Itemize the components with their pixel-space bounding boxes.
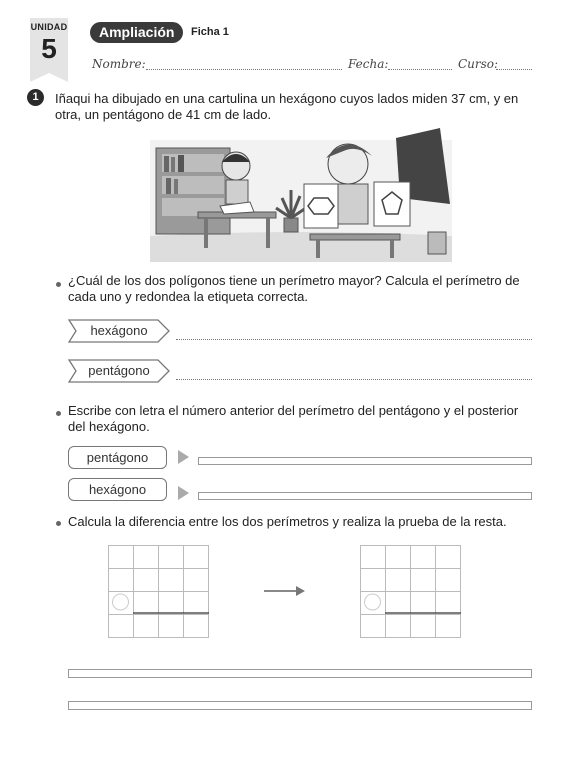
answer-bar[interactable] <box>198 457 532 465</box>
arrow-icon <box>178 450 189 464</box>
section-pill: Ampliación <box>90 22 183 43</box>
bullet <box>56 282 61 287</box>
tag-pentagon[interactable] <box>68 359 170 383</box>
answer-bar[interactable] <box>198 492 532 500</box>
arrow-right-icon <box>262 584 306 598</box>
question-number: 1 <box>27 89 44 106</box>
tag-hexagon[interactable] <box>68 319 170 343</box>
date-label: Fecha: <box>348 57 389 71</box>
bullet <box>56 411 61 416</box>
answer-bar[interactable] <box>68 669 532 678</box>
label-hexagon: hexágono <box>68 478 167 501</box>
tag-hexagon-label: hexágono <box>90 323 148 338</box>
question-text: Iñaqui ha dibujado en una cartulina un hexágono cuyos lados miden 37 cm, y en otra, un pentágono de 41 cm de lado. <box>55 91 519 122</box>
unit-number: 5 <box>41 33 57 64</box>
label-pentagon: pentágono <box>68 446 167 469</box>
arrow-icon <box>178 486 189 500</box>
answer-line[interactable] <box>176 379 532 380</box>
classroom-illustration <box>150 126 452 262</box>
sheet-label: Ficha 1 <box>191 26 229 38</box>
date-field[interactable] <box>388 69 452 70</box>
task-3-text: Calcula la diferencia entre los dos perímetros y realiza la prueba de la resta. <box>68 514 507 529</box>
tag-pentagon-label: pentágono <box>88 363 150 378</box>
subtraction-check-grid[interactable] <box>360 545 462 639</box>
course-label: Curso: <box>458 57 499 71</box>
subtraction-grid[interactable] <box>108 545 210 639</box>
answer-line[interactable] <box>176 339 532 340</box>
unit-label: UNIDAD <box>30 22 68 32</box>
bullet <box>56 521 61 526</box>
name-label: Nombre: <box>92 57 146 71</box>
course-field[interactable] <box>496 69 532 70</box>
task-2-text: Escribe con letra el número anterior del perímetro del pentágono y el posterior del hexágono. <box>68 403 519 434</box>
task-1-text: ¿Cuál de los dos polígonos tiene un perímetro mayor? Calcula el perímetro de cada uno y redondea la etiqueta correcta. <box>68 273 520 304</box>
name-field[interactable] <box>146 69 342 70</box>
answer-bar[interactable] <box>68 701 532 710</box>
